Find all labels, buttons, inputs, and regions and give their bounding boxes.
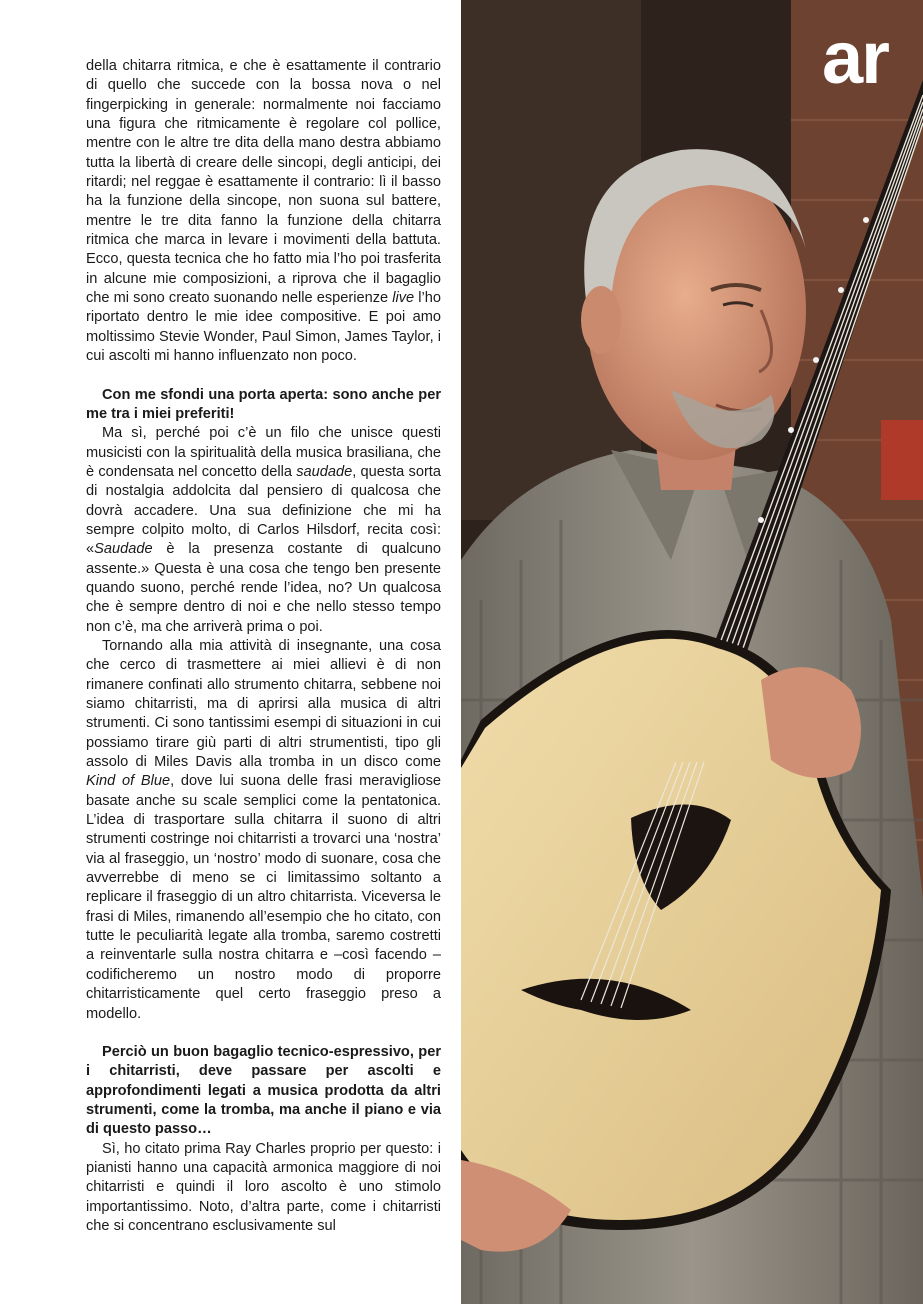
paragraph: Sì, ho citato prima Ray Charles proprio per questo: i pianisti hanno una capacità armonica maggiore di noi chitarristi e quindi il loro ascolto è uno stimolo importantissimo. Noto, d’altra parte, come i chitarristi che si concentrano esclusivamente sul bbox=[86, 1140, 441, 1234]
article-text bbox=[86, 57, 441, 1236]
paragraph: Ma sì, perché poi c’è un filo che unisce questi musicisti con la spiritualità della musica brasiliana, che è condensata nel concetto della saudade, questa sorta di nostalgia addolcita dal pensiero di qualcosa che dovrà accadere. Una sua definizione che mi ha sempre colpito molto, di Carlos Hilsdorf, recita così: «Saudade è la presenza costante di qualcuno assente.» Questa è una cosa che tengo ben presente quando suono, perché rende l’idea, no? Un qualcosa che è sempre dentro di noi e che nello stesso tempo non c’è, ma che arriverà prima o poi. bbox=[86, 425, 441, 635]
section-tag: ar bbox=[822, 16, 888, 99]
guitarist-photo bbox=[461, 0, 923, 1304]
paragraph: Tornando alla mia attività di insegnante, una cosa che cerco di trasmettere ai miei allievi è di non rimanere confinati allo strumento chitarra, sebbene noi siamo chitarristi, ma di aprirsi alla musica di altri strumenti. Ci sono tantissimi esempi di situazioni in cui possiamo tirare giù parti di altri strumentisti, tipo gli assolo di Miles Davis alla tromba in un disco come Kind of Blue, dove lui suona delle frasi meravigliose basate anche su scale semplici come la pentatonica. L’idea di trasportare sulla chitarra il suono di altri strumenti costringe noi chitarristi a trovarci una ‘nostra’ via al fraseggio, un ‘nostro’ modo di suonare, cosa che avverrebbe di meno se ci limitassimo soltanto a replicare il fraseggio di un altro chitarrista. Viceversa le frasi di Miles, rimanendo all’esempio che ho citato, con tutte le peculiarità legate alla tromba, saremo costretti a reinventarle sulla nostra chitarra e –così facendo – codificheremo un nostro modo di proporre chitarristicamente quel certo fraseggio preso a modello. bbox=[86, 637, 441, 1022]
paragraph: della chitarra ritmica, e che è esattamente il contrario di quello che succede con la bossa nova o nel fingerpicking in generale: normalmente noi facciamo una figura che ritmicamente è regolare col pollice, mentre con le altre tre dita della mano destra abbiamo tutta la libertà di creare delle sincopi, degli anticipi, dei ritardi; nel reggae è esattamente il contrario: lì il basso ha la funzione della sincope, non suona sul battere, mentre le tre dita fanno la funzione della chitarra ritmica che marca in levare i movimenti della battuta. Ecco, questa tecnica che ho fatto mia l’ho poi trasferita in alcune mie composizioni, a riprova che il bagaglio che mi sono creato suonando nelle esperienze live l’ho riportato dentro le mie idee compositive. E poi amo moltissimo Stevie Wonder, Paul Simon, James Taylor, i cui ascolti mi hanno influenzato non poco. bbox=[86, 58, 442, 365]
guitarist-illustration bbox=[461, 0, 923, 1304]
interview-question: Perciò un buon bagaglio tecnico-espressivo, per i chitarristi, deve passare per ascolti e approfondimenti legati a musica prodotta da altri strumenti, come la tromba, ma anche il piano e via di questo passo… bbox=[86, 1043, 441, 1138]
interview-question: Con me sfondi una porta aperta: sono anche per me tra i miei preferiti! bbox=[86, 386, 441, 422]
